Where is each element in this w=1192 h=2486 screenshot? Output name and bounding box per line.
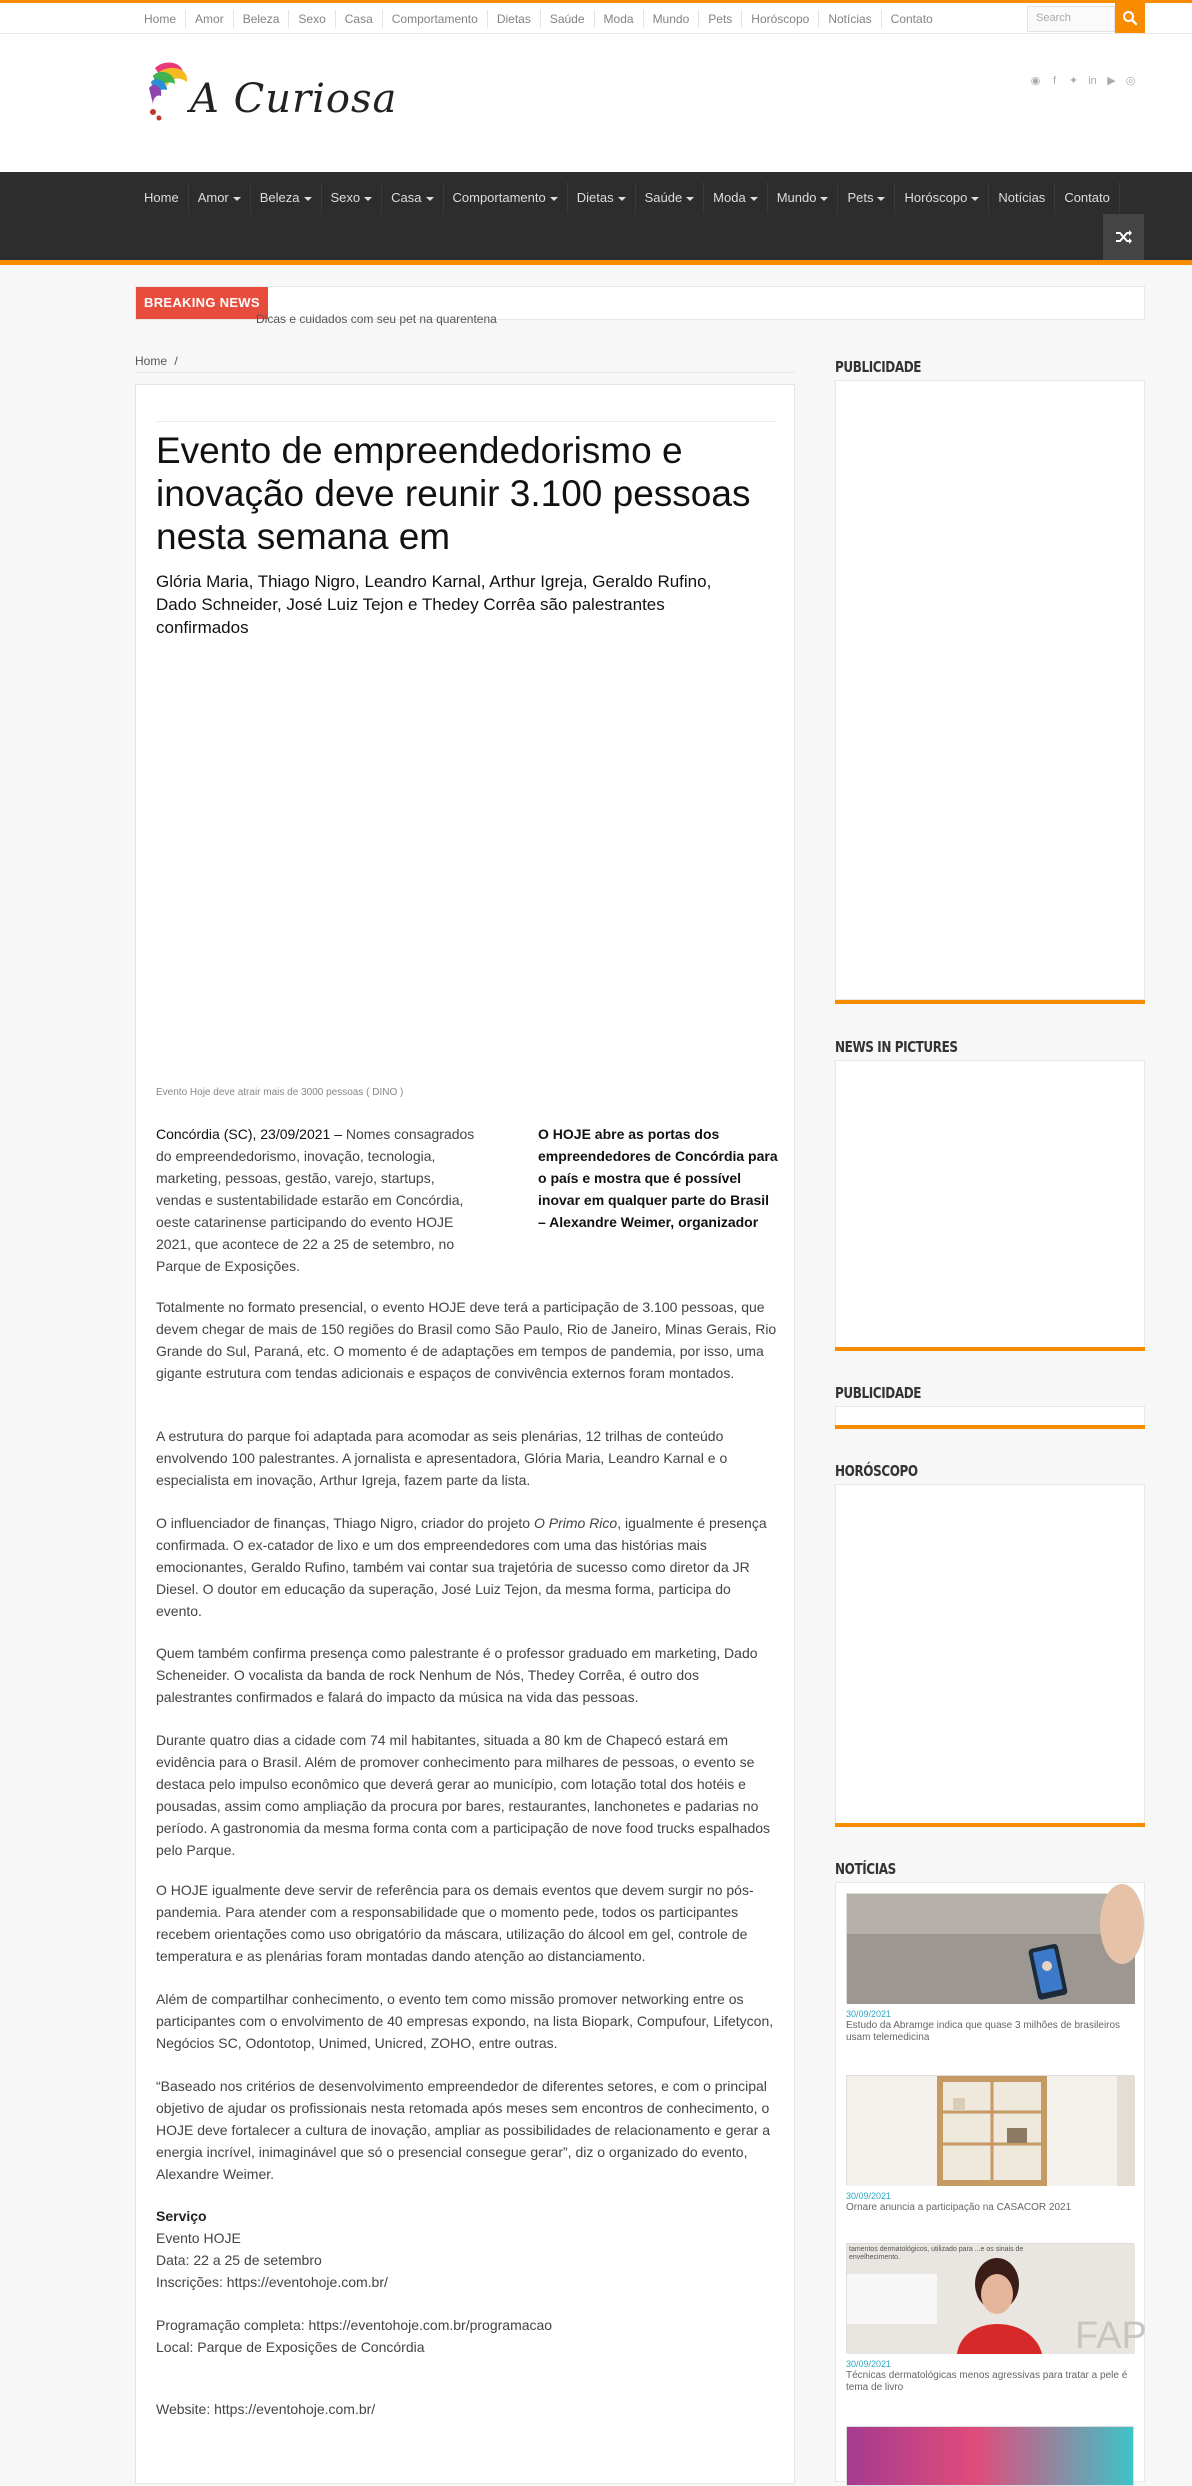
article-paragraph: A estrutura do parque foi adaptada para acomodar as seis plenárias, 12 trilhas de conteúdo envolvendo 100 palestrantes. A jornalista e apresentadora, Glória Maria, Leandro Karnal e o especialista em inovação, Arthur Igreja, fazem parte da lista.: [156, 1428, 728, 1488]
top-nav-comportamento[interactable]: Comportamento: [383, 10, 488, 28]
news-item[interactable]: [846, 1893, 1136, 2044]
main-nav-item-beleza[interactable]: [251, 182, 322, 214]
main-nav-label: Sexo: [330, 190, 361, 205]
article-paragraph: Durante quatro dias a cidade com 74 mil habitantes, situada a 80 km de Chapecó estará em evidência para o Brasil. Além de promover conhecimento para milhares de pessoas, o evento se destaca pelo impulso econômico que deverá gerar ao município, com lotação total dos hotéis e pousadas, assim como ampliação da procura por bares, restaurantes, lanchonetes e padarias no período. A gastronomia da mesma forma conta com a participação de nove food trucks espalhados pelo Parque.: [156, 1732, 771, 1858]
news-title[interactable]: Técnicas dermatológicas menos agressivas para tratar a pele é tema de livro: [846, 2370, 1128, 2393]
top-nav-horoscopo[interactable]: Horóscopo: [742, 10, 819, 28]
top-nav-mundo[interactable]: Mundo: [644, 10, 700, 28]
pull-quote: O HOJE abre as portas dos empreendedores de Concórdia para o país e mostra que é possível inovar em qualquer parte do Brasil – Alexandre Weimer, organizador: [538, 1126, 778, 1230]
breaking-news-bar: [135, 286, 1145, 326]
chevron-down-icon: [750, 197, 758, 201]
chevron-down-icon: [364, 197, 372, 201]
news-date: 30/09/2021: [846, 2191, 892, 2201]
main-nav-label: Home: [144, 190, 179, 205]
ad-widget: [835, 1406, 1145, 1426]
breaking-news-ticker[interactable]: Dicas e cuidados com seu pet na quarentena: [256, 312, 497, 326]
widget-title-news-in-pictures: NEWS IN PICTURES: [835, 1038, 958, 1056]
lead-text: Nomes consagrados do empreendedorismo, inovação, tecnologia, marketing, pessoas, gestão, varejo, startups, vendas e sustentabilidade estarão em Concórdia, oeste catarinense participando do evento HOJE 2021, que acontece de 22 a 25 de setembro, no Parque de Exposições.: [156, 1126, 475, 1274]
top-nav-sexo[interactable]: Sexo: [289, 10, 335, 28]
breadcrumb: [135, 354, 178, 368]
program-section: [156, 2314, 778, 2358]
widget-title-horoscopo: HORÓSCOPO: [835, 1462, 918, 1480]
horoscope-widget: [835, 1484, 1145, 1824]
linkedin-icon[interactable]: in: [1088, 75, 1097, 87]
widget-title-publicidade: PUBLICIDADE: [835, 358, 922, 376]
main-nav-item-mundo[interactable]: [768, 182, 839, 214]
divider: [156, 421, 776, 422]
news-thumbnail[interactable]: [846, 2426, 1134, 2486]
top-nav-dietas[interactable]: Dietas: [488, 10, 541, 28]
paragraph-text: , igualmente é presença confirmada. O ex-catador de lixo e um dos empreendedores com uma das histórias mais emocionantes, Geraldo Rufino, também vai contar sua trajetória de sucesso como diretor da JR Diesel. O doutor em educação da superação, José Luiz Tejon, da mesma forma, participa do evento.: [156, 1515, 767, 1619]
main-nav-item-moda[interactable]: [704, 182, 768, 214]
main-nav-item-horóscopo[interactable]: [895, 182, 989, 214]
main-nav-label: Casa: [391, 190, 422, 205]
news-thumbnail[interactable]: [846, 1893, 1134, 2003]
random-article-button[interactable]: [1103, 214, 1144, 260]
news-in-pictures-widget: [835, 1060, 1145, 1348]
article-title: Evento de empreendedorismo e inovação deve reunir 3.100 pessoas nesta semana em: [156, 430, 751, 557]
twitter-icon[interactable]: ✦: [1068, 75, 1079, 87]
article-paragraph: O HOJE igualmente deve servir de referência para os demais eventos que devem surgir no pós-pandemia. Para atender com a responsabilidade que o momento pede, todos os participantes recebem orientações como uso obrigatório da máscara, utilização do álcool em gel, controle de temperatura e as plenárias foram montadas dando atenção ao distanciamento.: [156, 1882, 754, 1964]
breaking-news-label: BREAKING NEWS: [136, 287, 268, 319]
service-line: Evento HOJE: [156, 2230, 241, 2246]
main-nav-item-sexo[interactable]: [322, 182, 383, 214]
chevron-down-icon: [686, 197, 694, 201]
program-line[interactable]: Programação completa: https://eventohoje.com.br/programacao: [156, 2317, 553, 2333]
paragraph-emphasis: O Primo Rico: [533, 1515, 618, 1531]
article-paragraph: Totalmente no formato presencial, o evento HOJE deve terá a participação de 3.100 pessoas, que devem chegar de mais de 150 regiões do Brasil como São Paulo, Rio de Janeiro, Minas Gerais, Rio Grande do Sul, Paraná, etc. O momento é de adaptações em tempos de pandemia, por isso, uma gigante estrutura com tendas adicionais e espaços de convivência externos foram montados.: [156, 1299, 777, 1381]
chevron-down-icon: [820, 197, 828, 201]
main-nav-list: [135, 182, 1120, 214]
program-line: Local: Parque de Exposições de Concórdia: [156, 2339, 425, 2355]
top-nav-moda[interactable]: Moda: [595, 10, 644, 28]
service-line[interactable]: Inscrições: https://eventohoje.com.br/: [156, 2274, 388, 2290]
news-date: 30/09/2021: [846, 2359, 892, 2369]
widget-divider: [835, 1000, 1145, 1004]
search-input[interactable]: Search: [1027, 6, 1115, 32]
main-nav-label: Horóscopo: [904, 190, 968, 205]
main-nav-label: Beleza: [259, 190, 300, 205]
news-thumbnail[interactable]: [846, 2075, 1134, 2185]
news-item[interactable]: [846, 2426, 1136, 2486]
service-section: [156, 2205, 778, 2293]
social-icons: [1030, 76, 1136, 87]
news-widget: [835, 1882, 1145, 2482]
ad-widget: [835, 380, 1145, 1000]
widget-title-publicidade: PUBLICIDADE: [835, 1384, 922, 1402]
website-line[interactable]: Website: https://eventohoje.com.br/: [156, 2401, 376, 2417]
main-nav-label: Notícias: [998, 190, 1046, 205]
main-nav-item-saúde[interactable]: [636, 182, 705, 214]
shuffle-icon: [1115, 229, 1133, 245]
main-nav-label: Amor: [197, 190, 229, 205]
news-item[interactable]: [846, 2075, 1136, 2214]
main-nav-item-amor[interactable]: [189, 182, 251, 214]
youtube-icon[interactable]: ▶: [1107, 75, 1116, 87]
article-paragraph: Além de compartilhar conhecimento, o evento tem como missão promover networking entre os participantes com o envolvimento de 40 empresas expondo, na lista Biopark, Compufour, Lifetycon, Negócios SC, Odontotop, Unimed, Unicred, ZOHO, entre outras.: [156, 1991, 774, 2051]
news-item[interactable]: [846, 2243, 1147, 2394]
main-nav-item-casa[interactable]: [382, 182, 443, 214]
chevron-down-icon: [877, 197, 885, 201]
article-lead: [156, 1123, 481, 1277]
main-nav-item-notícias[interactable]: [989, 182, 1055, 214]
main-nav: [0, 172, 1192, 265]
news-thumbnail[interactable]: [846, 2243, 1147, 2357]
chevron-down-icon: [304, 197, 312, 201]
widget-title-noticias: NOTÍCIAS: [835, 1860, 896, 1878]
top-nav-casa[interactable]: Casa: [336, 10, 383, 28]
main-nav-item-contato[interactable]: [1055, 182, 1120, 214]
chevron-down-icon: [971, 197, 979, 201]
widget-divider: [835, 1425, 1145, 1429]
top-nav-beleza[interactable]: Beleza: [234, 10, 290, 28]
top-nav-pets[interactable]: Pets: [699, 10, 742, 28]
top-nav-amor[interactable]: Amor: [186, 10, 234, 28]
article-subtitle: Glória Maria, Thiago Nigro, Leandro Karnal, Arthur Igreja, Geraldo Rufino, Dado Schneider, José Luiz Tejon e Thedey Corrêa são palestrantes confirmados: [156, 572, 712, 637]
widget-divider: [835, 1823, 1145, 1827]
article-paragraph: [156, 1512, 778, 1622]
service-title: Serviço: [156, 2208, 207, 2224]
main-nav-item-comportamento[interactable]: [444, 182, 568, 214]
instagram-icon[interactable]: ◎: [1125, 75, 1136, 87]
main-nav-item-home[interactable]: [135, 182, 189, 214]
phone-photo: [847, 1894, 1135, 2004]
rss-icon[interactable]: ◉: [1030, 75, 1041, 87]
news-title[interactable]: Estudo da Abramge indica que quase 3 milhões de brasileiros usam telemedicina: [846, 2020, 1121, 2043]
main-nav-label: Dietas: [576, 190, 614, 205]
thumbnail-caption: tamentos dermatológicos, utilizado para ...e os sinais de envelhecimento.: [849, 2246, 1024, 2261]
article-paragraph: “Baseado nos critérios de desenvolvimento empreendedor de diferentes setores, e com o principal objetivo de ajudar os profissionais nesta retomada após meses sem encontros de conhecimento, o HOJE deve fortalecer a cultura de inovação, ampliar as possibilidades de relacionamento e gerar a energia incrível, inimaginável que só o presencial consegue gerar”, diz o organizado do evento, Alexandre Weimer.: [156, 2078, 771, 2182]
main-nav-label: Mundo: [776, 190, 817, 205]
top-nav-home[interactable]: Home: [135, 10, 186, 28]
top-nav-contato[interactable]: Contato: [890, 12, 933, 26]
breadcrumb-home[interactable]: Home: [135, 354, 168, 368]
main-nav-label: Comportamento: [452, 190, 546, 205]
svg-text:FAP: FAP: [1075, 2315, 1147, 2357]
paragraph-text: O influenciador de finanças, Thiago Nigro, criador do projeto: [156, 1515, 534, 1531]
main-nav-label: Pets: [847, 190, 874, 205]
image-caption: Evento Hoje deve atrair mais de 3000 pessoas ( DINO ): [156, 1087, 404, 1098]
article: [135, 384, 795, 2484]
top-bar: [0, 0, 1192, 34]
news-title[interactable]: Ornare anuncia a participação na CASACOR 2021: [846, 2202, 1072, 2213]
main-nav-item-pets[interactable]: [838, 182, 895, 214]
service-line: Data: 22 a 25 de setembro: [156, 2252, 322, 2268]
logo-text[interactable]: A Curiosa: [190, 76, 398, 122]
search-icon: [1122, 10, 1138, 26]
search-button[interactable]: [1115, 3, 1145, 33]
widget-divider: [835, 1347, 1145, 1351]
chevron-down-icon: [233, 197, 241, 201]
main-nav-label: Saúde: [644, 190, 683, 205]
breadcrumb-separator: /: [174, 354, 178, 368]
shelf-photo: [847, 2076, 1135, 2186]
main-nav-item-dietas[interactable]: [568, 182, 636, 214]
article-paragraph: Quem também confirma presença como palestrante é o professor graduado em marketing, Dado Scheneider. O vocalista da banda de rock Nenhum de Nós, Thedey Corrêa, é outro dos palestrantes confirmados e falará do impacto da música na vida das pessoas.: [156, 1645, 758, 1705]
main-nav-label: Contato: [1064, 190, 1110, 205]
main-nav-label: Moda: [713, 190, 746, 205]
chevron-down-icon: [618, 197, 626, 201]
divider: [135, 372, 795, 373]
chevron-down-icon: [426, 197, 434, 201]
chevron-down-icon: [550, 197, 558, 201]
top-nav-noticias[interactable]: Notícias: [819, 10, 881, 28]
top-nav: [135, 10, 942, 28]
facebook-icon[interactable]: f: [1052, 75, 1057, 87]
top-nav-saude[interactable]: Saúde: [541, 10, 595, 28]
lead-location: Concórdia (SC), 23/09/2021 –: [156, 1126, 346, 1142]
news-date: 30/09/2021: [846, 2009, 892, 2019]
